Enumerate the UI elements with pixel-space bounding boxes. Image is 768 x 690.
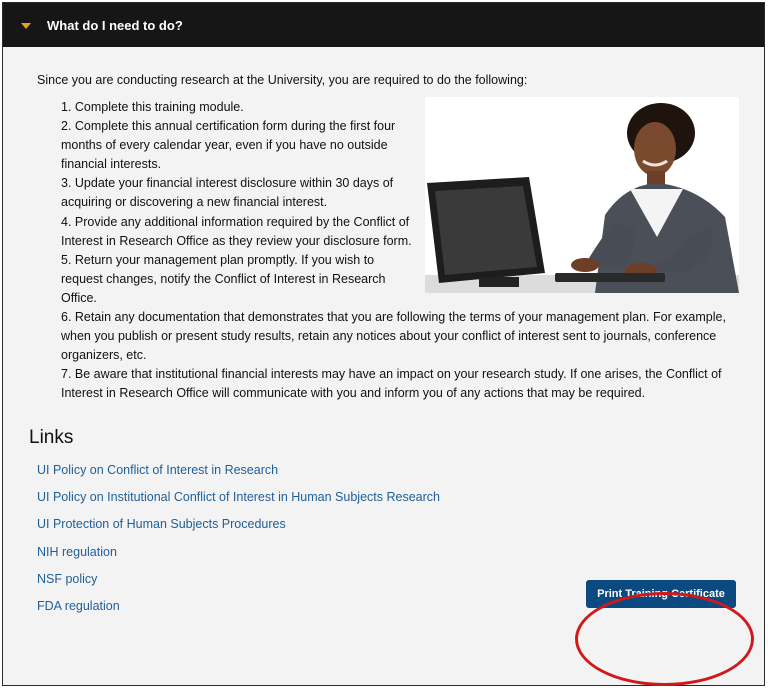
accordion-title: What do I need to do? <box>47 17 183 33</box>
intro-text: Since you are conducting research at the University, you are required to do the following: <box>37 73 528 87</box>
step-item: 4. Provide any additional information required by the Conflict of Interest in Research Office as they review your disclosure form. <box>61 214 412 248</box>
link-nsf-policy[interactable]: NSF policy <box>37 571 98 586</box>
steps-list <box>61 98 731 404</box>
links-list <box>37 461 440 624</box>
link-fda-regulation[interactable]: FDA regulation <box>37 598 120 613</box>
link-ui-coi-policy[interactable]: UI Policy on Conflict of Interest in Research <box>37 463 279 477</box>
step-item: 1. Complete this training module. <box>61 100 244 114</box>
link-nih-regulation[interactable]: NIH regulation <box>37 544 117 559</box>
accordion-header[interactable] <box>3 3 764 47</box>
step-item: 7. Be aware that institutional financial interests may have an impact on your research study. If one arises, the Conflict of Interest in Research Office will communicate with you and inform you of any actions that may be required. <box>61 367 722 401</box>
print-certificate-button[interactable]: Print Training Certificate <box>586 580 736 608</box>
step-item: 3. Update your financial interest disclosure within 30 days of acquiring or discovering a new financial interest. <box>61 176 394 210</box>
step-item: 6. Retain any documentation that demonstrates that you are following the terms of your management plan. For example, when you publish or present study results, retain any notices about your conflict of interest sent to journals, conference organizers, etc. <box>61 310 726 363</box>
link-ui-institutional-coi-policy[interactable]: UI Policy on Institutional Conflict of Interest in Human Subjects Research <box>37 490 440 505</box>
step-item: 2. Complete this annual certification form during the first four months of every calendar year, even if you have no outside financial interests. <box>61 119 396 172</box>
links-heading: Links <box>29 427 74 448</box>
link-ui-human-subjects-procedures[interactable]: UI Protection of Human Subjects Procedures <box>37 517 286 532</box>
caret-down-icon <box>21 23 31 29</box>
step-item: 5. Return your management plan promptly. If you wish to request changes, notify the Conflict of Interest in Research Office. <box>61 252 386 305</box>
